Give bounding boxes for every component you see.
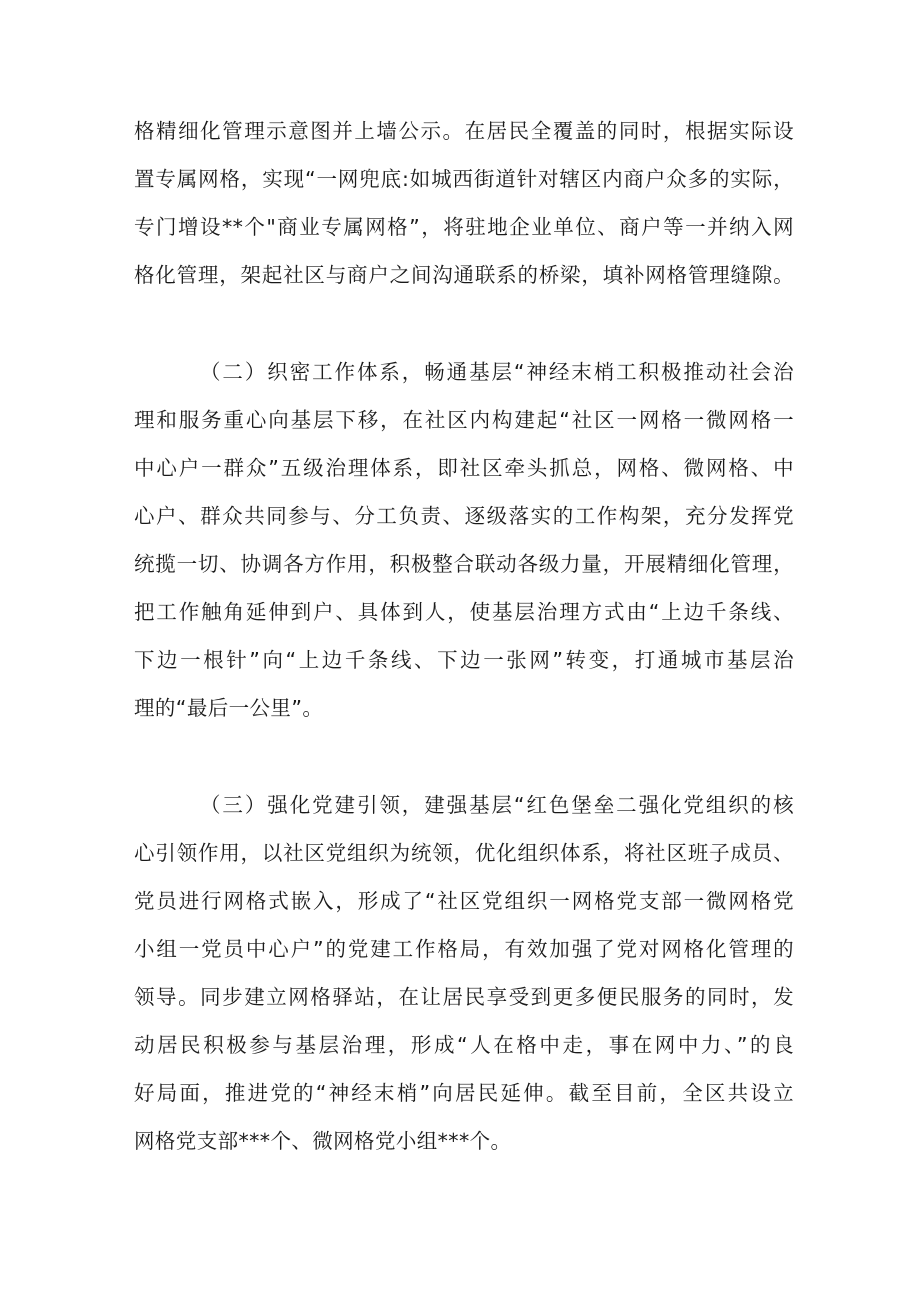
text-line: 理的“最后一公里”。 [134,696,324,720]
text-line: 中心户一群众”五级治理体系，即社区牵头抓总，网格、微网格、中 [134,456,794,480]
text-line: 网格党支部***个、微网格党小组***个。 [134,1129,512,1153]
text-line: 统揽一切、协调各方作用，积极整合联动各级力量，开展精细化管理， [134,552,794,576]
paragraph-heading-line: （二）织密工作体系，畅通基层“神经末梢工积极推动社会治 [200,360,794,384]
paragraph-heading-line: （三）强化党建引领，建强基层“红色堡垒二强化党组织的核 [200,793,794,817]
text-line: 置专属网格，实现“一网兜底:如城西街道针对辖区内商户众多的实际， [134,167,794,191]
text-line: 格精细化管理示意图并上墙公示。在居民全覆盖的同时，根据实际设 [134,119,794,143]
text-line: 专门增设**个"商业专属网格”，将驻地企业单位、商户等一并纳入网 [134,215,794,239]
text-line: 领导。同步建立网格驿站，在让居民享受到更多便民服务的同时，发 [134,985,794,1009]
text-line: 心户、群众共同参与、分工负责、逐级落实的工作构架，充分发挥党 [134,504,794,528]
text-line: 动居民积极参与基层治理，形成“人在格中走，事在网中力、”的良 [134,1033,794,1057]
text-line: 党员进行网格式嵌入，形成了“社区党组织一网格党支部一微网格党 [134,889,794,913]
text-line: 小组一党员中心户”的党建工作格局，有效加强了党对网格化管理的 [134,937,794,961]
text-line: 下边一根针”向“上边千条线、下边一张网”转变，打通城市基层治 [134,648,794,672]
text-line: 理和服务重心向基层下移，在社区内构建起“社区一网格一微网格一 [134,408,794,432]
text-line: 好局面，推进党的“神经末梢”向居民延伸。截至目前，全区共设立 [134,1081,794,1105]
text-line: 把工作触角延伸到户、具体到人，使基层治理方式由“上边千条线、 [134,600,794,624]
text-line: 格化管理，架起社区与商户之间沟通联系的桥梁，填补网格管理缝隙。 [134,263,794,287]
text-line: 心引领作用，以社区党组织为统领，优化组织体系，将社区班子成员、 [134,841,794,865]
